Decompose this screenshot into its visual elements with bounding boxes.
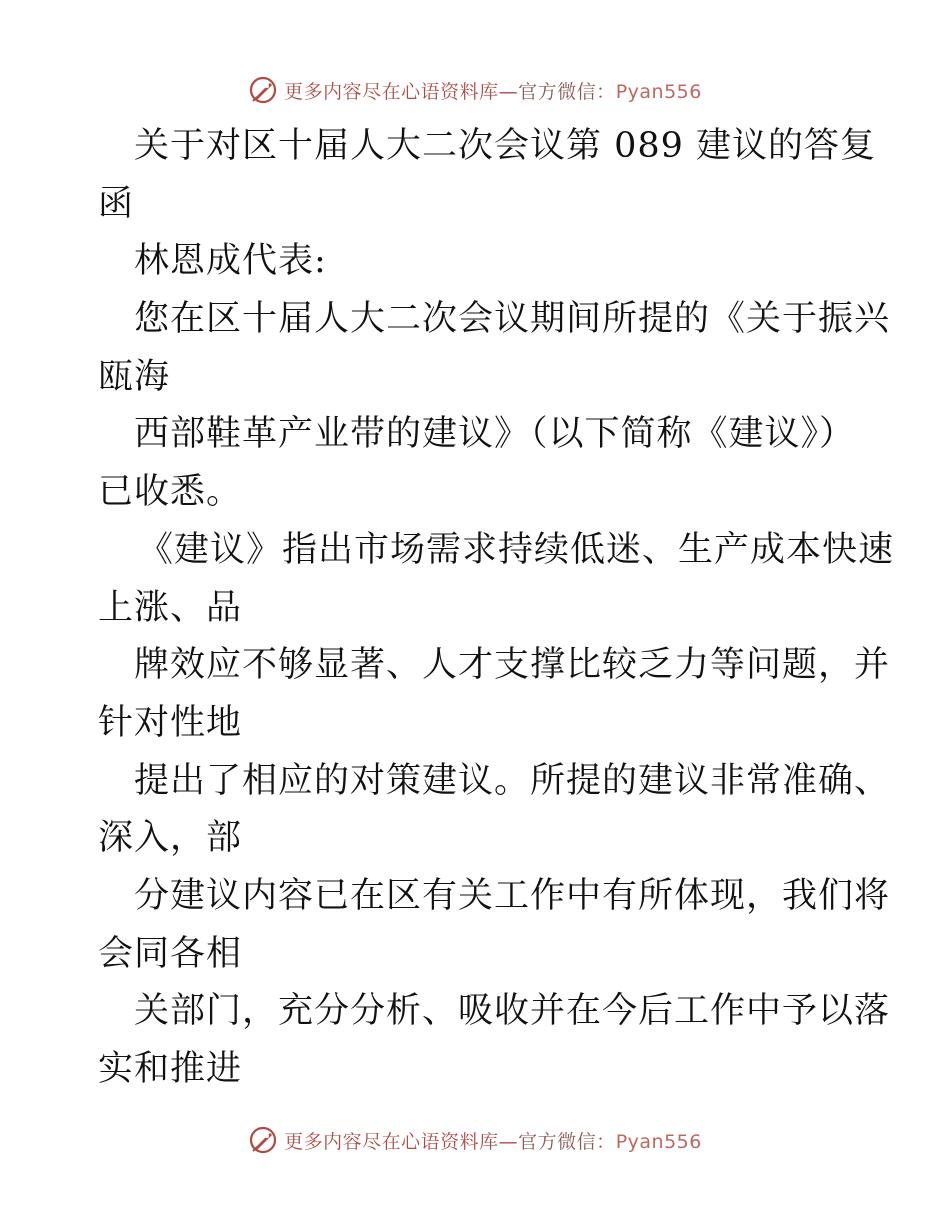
paragraph-line: 已收悉。 bbox=[98, 472, 243, 513]
paragraph-line: 西部鞋革产业带的建议》（以下简称《建议》） bbox=[134, 414, 856, 455]
watermark-text bbox=[284, 1127, 702, 1154]
paragraph-line: 关部门，充分分析、吸收并在今后工作中予以落 bbox=[134, 991, 891, 1032]
paragraph-line: 深入，部 bbox=[98, 818, 243, 859]
paragraph-line: 您在区十届人大二次会议期间所提的《关于振兴 bbox=[134, 299, 891, 340]
paragraph-line: 针对性地 bbox=[98, 702, 243, 743]
footer-watermark-banner bbox=[0, 1120, 950, 1160]
quill-pen-logo-icon bbox=[248, 75, 278, 105]
paragraph-line: 上涨、品 bbox=[98, 587, 243, 628]
paragraph-line: 瓯海 bbox=[98, 356, 171, 397]
watermark-label: 官方微信： bbox=[518, 80, 616, 103]
salutation: 林恩成代表: bbox=[134, 241, 327, 282]
watermark-code: Pyan556 bbox=[615, 80, 702, 103]
quill-pen-logo-icon bbox=[248, 1125, 278, 1155]
paragraph-line: 提出了相应的对策建议。所提的建议非常准确、 bbox=[134, 760, 891, 801]
document-body bbox=[98, 118, 895, 1099]
watermark-text bbox=[284, 77, 702, 104]
header-watermark-banner bbox=[0, 70, 950, 110]
document-title-line-1: 关于对区十届人大二次会议第 089 建议的答复 bbox=[134, 126, 877, 166]
watermark-brand: 更多内容尽在心语资料库 bbox=[284, 80, 499, 103]
watermark-label: 官方微信： bbox=[518, 1130, 616, 1153]
paragraph-line: 牌效应不够显著、人才支撑比较乏力等问题，并 bbox=[134, 645, 891, 686]
watermark-code: Pyan556 bbox=[615, 1130, 702, 1153]
document-title-line-2: 函 bbox=[98, 183, 135, 224]
paragraph-line: 会同各相 bbox=[98, 933, 243, 974]
paragraph-line: 分建议内容已在区有关工作中有所体现，我们将 bbox=[134, 875, 891, 916]
watermark-dash: — bbox=[498, 1130, 519, 1153]
watermark-brand: 更多内容尽在心语资料库 bbox=[284, 1130, 499, 1153]
paragraph-line: 实和推进 bbox=[98, 1049, 243, 1089]
paragraph-line: 《建议》指出市场需求持续低迷、生产成本快速 bbox=[138, 529, 895, 570]
watermark-dash: — bbox=[498, 80, 519, 103]
